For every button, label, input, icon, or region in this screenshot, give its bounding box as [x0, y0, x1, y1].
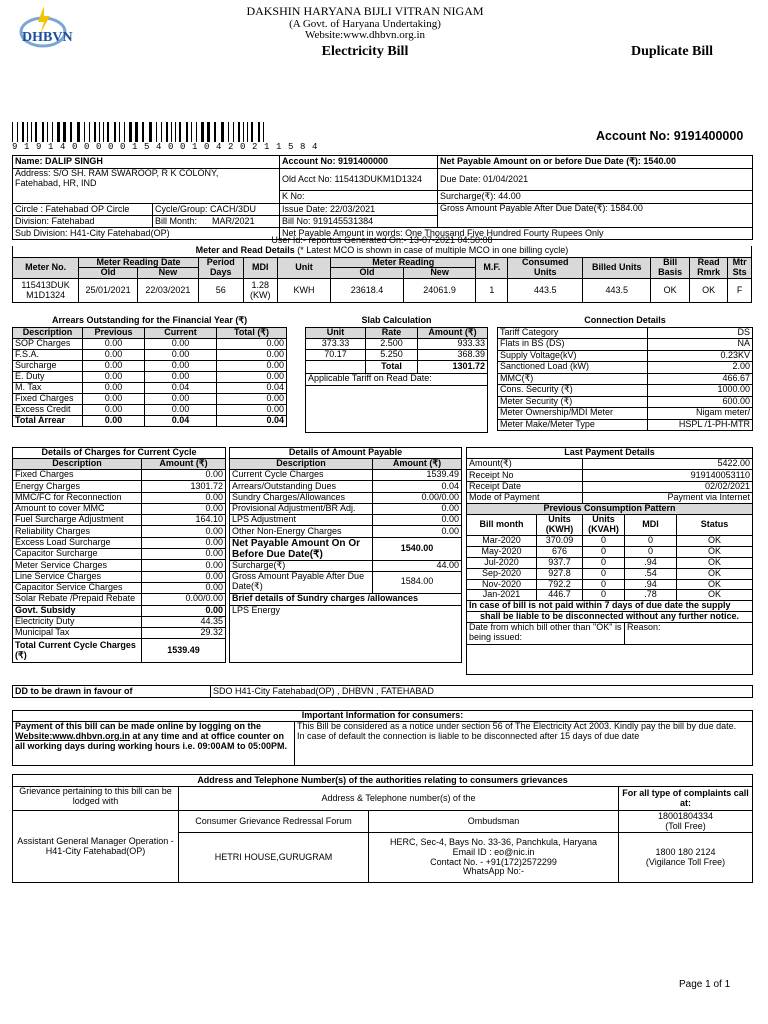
barcode-bar: [258, 122, 260, 142]
barcode-bar: [17, 122, 18, 142]
barcode-bar: [207, 122, 210, 142]
table-row: Excess Load Surcharge 0.00: [13, 537, 226, 548]
table-row: Cons. Security (₹) 1000.00: [498, 385, 753, 397]
website-link[interactable]: Website:www.dhbvn.org.in: [15, 730, 131, 741]
table-row: Capacitor Service Charges 0.00: [13, 582, 226, 593]
table-row: Fixed Charges 0.00: [13, 470, 226, 481]
table-row: MMC/FC for Reconnection 0.00: [13, 492, 226, 503]
barcode-bar: [103, 122, 104, 142]
barcode-bar: [84, 122, 85, 142]
barcode-bar: [63, 122, 66, 142]
barcode-bar: [129, 122, 132, 142]
table-row: Municipal Tax 29.32: [13, 628, 226, 639]
net-payable: Net Payable Amount on or before Due Date (₹): 1540.00: [438, 156, 753, 169]
barcode-bar: [263, 122, 264, 142]
table-row: Meter Ownership/MDI Meter Nigam meter/: [498, 408, 753, 420]
barcode-bar: [196, 122, 197, 142]
table-row: Meter Make/Meter Type HSPL /1-PH-MTR: [498, 419, 753, 431]
customer-name: Name: DALIP SINGH: [13, 156, 280, 169]
barcode-bar: [179, 122, 181, 142]
table-row: Amount to cover MMC 0.00: [13, 503, 226, 514]
net-payable-amount: 1540.00: [373, 537, 462, 560]
table-row: Mode of Payment Payment via Internet: [467, 492, 753, 503]
table-row: Sep-2020 927.8 0 .54 OK: [467, 568, 753, 579]
barcode-bar: [243, 122, 244, 142]
table-row: Jan-2021 446.7 0 .78 OK: [467, 590, 753, 601]
barcode-bar: [201, 122, 204, 142]
barcode-bar: [94, 122, 96, 142]
barcode-bar: [107, 122, 109, 142]
table-row: Excess Credit 0.00 0.00 0.00: [13, 404, 287, 415]
table-row: Jul-2020 937.7 0 .94 OK: [467, 557, 753, 568]
table-row: M. Tax 0.00 0.04 0.04: [13, 382, 287, 393]
barcode-bar: [228, 122, 229, 142]
table-row: Meter Service Charges 0.00: [13, 560, 226, 571]
barcode-bar: [12, 122, 13, 142]
charges-table: Details of Charges for Current Cycle Description Amount (₹) Fixed Charges 0.00 Energy Charges 1301.72 MMC/FC for Reconnection 0.00 Amount to cover MMC 0.00 Fuel Surcharge Adjustment 164.10 Reliability Charges 0.00 Excess Load Surcharge 0.00 Capacitor Surcharge 0.00 Meter Service Charges 0.00 Line Service Charges 0.00 Capacitor Service Charges 0.00 Solar Rebate /Prepaid Rebate 0.00/0.00 Govt. Subsidy 0.00 Electricity Duty 44.35 Municipal Tax 29.32 Total Current Cycle Charges (₹) 1539.49: [12, 447, 226, 663]
table-row: Mar-2020 370.09 0 0 OK: [467, 535, 753, 546]
table-row: Receipt Date 02/02/2021: [467, 481, 753, 492]
table-row: May-2020 676 0 0 OK: [467, 546, 753, 557]
duplicate-label: Duplicate Bill: [631, 44, 714, 59]
table-row: Energy Charges 1301.72: [13, 481, 226, 492]
barcode-bar: [186, 122, 188, 142]
table-row: Surcharge 0.00 0.00 0.00: [13, 360, 287, 371]
table-row: Flats in BS (DS) NA: [498, 339, 753, 351]
barcode-bar: [89, 122, 90, 142]
table-row: Meter Security (₹) 600.00: [498, 396, 753, 408]
org-website: Website:www.dhbvn.org.in: [304, 29, 426, 41]
barcode-bar: [52, 122, 53, 142]
barcode-bar: [70, 122, 72, 142]
meter-table: Meter and Read Details (* Latest MCO is shown in case of multiple MCO in one billing cycle) Meter No. Meter Reading Date Period Days MDI Unit Meter Reading M.F. Consumed Units Billed Units Bill Basis Read Rmrk Mtr Sts Old New Old New 115413DUK M1D1324 25/01/2021 22/03/2021 56 1.28 (KW) KWH 23618.4 24061.9 1 443.5 443.5 OK OK F: [12, 246, 752, 303]
barcode-bar: [221, 122, 224, 142]
table-row: MMC(₹) 466.67: [498, 373, 753, 385]
table-row: Supply Voltage(kV) 0.23KV: [498, 350, 753, 362]
table-row: Total Arrear 0.00 0.04 0.04: [13, 415, 287, 426]
barcode-bar: [156, 122, 157, 142]
table-row: Fixed Charges 0.00 0.00 0.00: [13, 393, 287, 404]
grievance-table: Address and Telephone Number(s) of the authorities relating to consumers grievances Grievance pertaining to this bill can be lodged with Address & Telephone number(s) of the For all type of complaints call at: Assistant General Manager Operation - H41-City Fatehabad(OP) Consumer Grievance Redressal Forum Ombudsman 18001804334 (Toll Free) HETRI HOUSE,GURUGRAM HERC, Sec-4, Bays No. 33-36, Panchkula, Haryana Email ID : eo@nic.in Contact No. - +91(172)2572299 WhatsApp No:- 1800 180 2124 (Vigilance Toll Free): [12, 774, 753, 883]
page-number: Page 1 of 1: [679, 979, 731, 990]
slab-table: Slab Calculation Unit Rate Amount (₹) 373.33 2.500 933.33 70.17 5.250 368.39 Total 1301.72 Applicable Tariff on Read Date:: [305, 316, 488, 433]
dd-row: DD to be drawn in favour of SDO H41-City Fatehabad(OP) , DHBVN , FATEHABAD: [12, 685, 753, 698]
table-row: Nov-2020 792.2 0 .94 OK: [467, 579, 753, 590]
payable-table: Details of Amount Payable Description Amount (₹) Current Cycle Charges 1539.49 Arrears/Outstanding Dues 0.04 Sundry Charges/Allowances 0.00/0.00 Provisional Adjustment/BR Adj. 0.00 LPS Adjustment 0.00 Other Non-Energy Charges 0.00 Net Payable Amount On Or Before Due Date(₹) 1540.00 Surcharge(₹) 44.00 Gross Amount Payable After Due Date(₹) 1584.00 Brief details of Sundry charges /allowances LPS Energy: [229, 447, 462, 663]
barcode-bar: [47, 122, 48, 142]
barcode-bar: [42, 122, 44, 142]
barcode-bar: [175, 122, 176, 142]
barcode-digits: 9 1 9 1 4 0 0 0 0 0 1 5 4 0 0 1 0 4 2 0 2 1 1 5 8 4: [12, 142, 319, 152]
org-subtitle: (A Govt. of Haryana Undertaking): [289, 18, 441, 30]
barcode-bar: [238, 122, 240, 142]
org-name: DAKSHIN HARYANA BIJLI VITRAN NIGAM: [246, 4, 484, 18]
barcode-bar: [31, 122, 32, 142]
total-current-charges: 1539.49: [142, 639, 226, 663]
last-payment-table: Last Payment Details Amount(₹) 5422.00 Receipt No 919140053110 Receipt Date 02/02/2021 Mode of Payment Payment via Internet Previous Consumption Pattern Bill month Units (KWH) Units (KVAH) MDI Status Mar-2020 370.09 0 0 OK May-2020 676 0 0 OK Jul-2020 937.7 0 .94 OK Sep-2020 927.8 0 .54 OK Nov-2020 792.2 0 .94 OK Jan-2021 446.7 0 .78 OK In case of bill is not paid within 7 days of due date the supply shall be liable to be disconnected without any further notice. Date from which bill other than "OK" is being issued: Reason:: [466, 447, 753, 675]
barcode: [12, 122, 270, 142]
table-row: Fuel Surcharge Adjustment 164.10: [13, 515, 226, 526]
barcode-bar: [247, 122, 248, 142]
table-row: SOP Charges 0.00 0.00 0.00: [13, 338, 287, 349]
barcode-bar: [191, 122, 192, 142]
table-row: Line Service Charges 0.00: [13, 571, 226, 582]
table-row: Sundry Charges/Allowances 0.00/0.00: [230, 492, 462, 503]
barcode-bar: [57, 122, 60, 142]
table-row: Arrears/Outstanding Dues 0.04: [230, 481, 462, 492]
barcode-bar: [22, 122, 24, 142]
table-row: Provisional Adjustment/BR Adj. 0.00: [230, 503, 462, 514]
barcode-bar: [161, 122, 162, 142]
customer-details: Name: DALIP SINGH Account No: 9191400000 Net Payable Amount on or before Due Date (₹): 1540.00 Address: S/O SH. RAM SWAROOP, R K COLONY, Fatehabad, HR, IND Old Acct No: 115413DUKM1D1324 Due Date: 01/04/2021 K No: Surcharge(₹): 44.00 Circle : Fatehabad OP Circle Cycle/Group: CACH/3DU Issue Date: 22/03/2021 Gross Amount Payable After Due Date(₹): 1584.00 Division: Fatehabad Bill Month: MAR/2021 Bill No: 919145531384 Sub Division: H41-City Fatehabad(OP) Net Payable Amount in words: One Thousand Five Hundred Fourty Rupees Only: [12, 155, 753, 240]
barcode-bar: [142, 122, 144, 142]
dhbvn-logo: DHBVN: [18, 2, 68, 52]
table-row: Other Non-Energy Charges 0.00: [230, 526, 462, 537]
arrears-table: Arrears Outstanding for the Financial Year (₹) Description Previous Current Total (₹) SOP Charges 0.00 0.00 0.00 F.S.A. 0.00 0.00 0.00 Surcharge 0.00 0.00 0.00 E. Duty 0.00 0.00 0.00 M. Tax 0.00 0.04 0.04 Fixed Charges 0.00 0.00 0.00 Excess Credit 0.00 0.00 0.00 Total Arrear 0.00 0.04 0.04: [12, 316, 287, 427]
connection-table: Connection Details Tariff Category DS Flats in BS (DS) NA Supply Voltage(kV) 0.23KV Sanctioned Load (kW) 2.00 MMC(₹) 466.67 Cons. Security (₹) 1000.00 Meter Security (₹) 600.00 Meter Ownership/MDI Meter Nigam meter/ Meter Make/Meter Type HSPL /1-PH-MTR: [497, 316, 753, 431]
barcode-bar: [214, 122, 216, 142]
account-number-top: Account No: 9191400000: [596, 129, 744, 143]
barcode-bar: [233, 122, 234, 142]
barcode-bar: [149, 122, 152, 142]
toll-free-number[interactable]: 18001804334: [657, 810, 714, 821]
important-info: Important Information for consumers: Payment of this bill can be made online by logging on the Website:www.dhbvn.org.in at any time and at office counter on all working days during working hours i.e. 09:00AM to 05:00PM. This Bill be considered as a notice under section 56 of The Electricity Act 2003. Kindly pay the bill by due date. In case of default the connection is liable to be disconnected after 15 days of due date: [12, 710, 753, 766]
barcode-bar: [251, 122, 253, 142]
bill-title: Electricity Bill: [321, 44, 409, 59]
table-row: Amount(₹) 5422.00: [467, 459, 753, 470]
table-row: Tariff Category DS: [498, 327, 753, 339]
table-row: F.S.A. 0.00 0.00 0.00: [13, 349, 287, 360]
table-row: Electricity Duty 44.35: [13, 616, 226, 627]
barcode-bar: [135, 122, 138, 142]
table-row: Capacitor Surcharge 0.00: [13, 549, 226, 560]
barcode-bar: [166, 122, 168, 142]
barcode-bar: [77, 122, 80, 142]
barcode-bar: [27, 122, 28, 142]
barcode-bar: [119, 122, 120, 142]
table-row: E. Duty 0.00 0.00 0.00: [13, 371, 287, 382]
table-row: Current Cycle Charges 1539.49: [230, 470, 462, 481]
barcode-bar: [114, 122, 116, 142]
table-row: Reliability Charges 0.00: [13, 526, 226, 537]
barcode-bar: [171, 122, 172, 142]
table-row: LPS Adjustment 0.00: [230, 515, 462, 526]
table-row: Sanctioned Load (kW) 2.00: [498, 362, 753, 374]
table-row: Govt. Subsidy 0.00: [13, 605, 226, 616]
table-row: Receipt No 919140053110: [467, 470, 753, 481]
table-row: Solar Rebate /Prepaid Rebate 0.00/0.00: [13, 594, 226, 605]
barcode-bar: [99, 122, 100, 142]
barcode-bar: [35, 122, 37, 142]
barcode-bar: [124, 122, 125, 142]
due-date: Due Date: 01/04/2021: [438, 169, 753, 191]
